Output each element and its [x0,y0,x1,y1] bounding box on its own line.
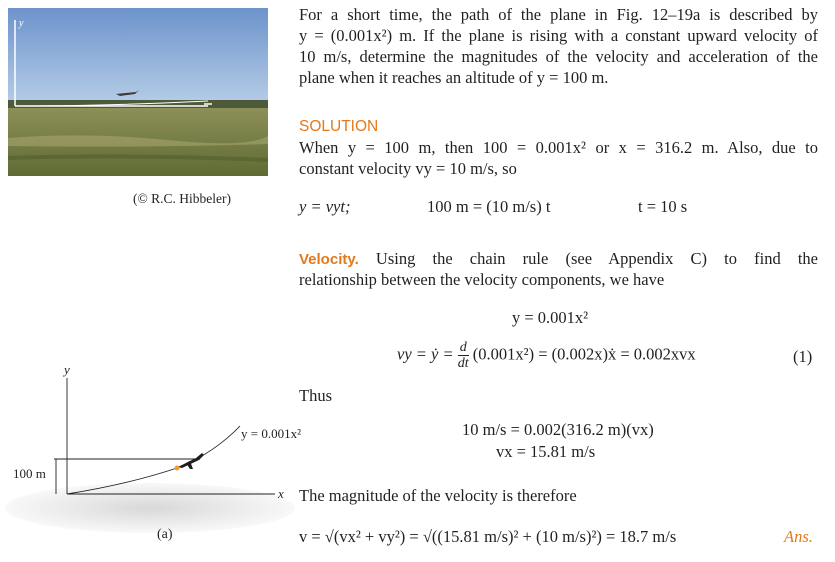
ground-shading [5,483,295,533]
solution-line-2: constant velocity vy = 10 m/s, so [299,159,517,178]
equation-vx: vx = 15.81 m/s [496,442,596,461]
plane-icon [175,453,205,471]
diagram-height-label: 100 m [13,466,46,481]
equation-t: t = 10 s [638,197,688,216]
solution-line-1: When y = 100 m, then 100 = 0.001x² or x = 316.2 m. Also, due to [299,138,818,157]
problem-line-1: For a short time, the path of the plane in Fig. 12–19a is described by [299,5,818,24]
diagram-y-label: y [64,362,70,377]
plane-takeoff-photo [8,8,268,176]
answer-label: Ans. [784,527,813,546]
diagram-curve-label: y = 0.001x² [241,426,301,441]
diagram-x-label: x [278,486,284,501]
equation-v-magnitude: v = √(vx² + vy²) = √((15.81 m/s)² + (10 m/s)²) = 18.7 m/s [299,527,677,546]
velocity-line-1-text: Using the chain rule (see Appendix C) to find the [375,249,819,268]
trajectory-diagram [0,360,300,562]
velocity-heading: Velocity. [299,251,359,268]
solution-heading: SOLUTION [299,118,379,135]
equation-vy-left: vy = ẏ = [397,344,454,364]
equation-number: (1) [793,347,813,366]
problem-line-4: plane when it reaches an altitude of y = 100 m. [299,68,609,87]
photo-svg [8,8,268,176]
derivative-fraction [458,340,469,371]
problem-line-2: y = (0.001x²) m. If the plane is rising with a constant upward velocity of [299,26,818,45]
problem-line-3: 10 m/s, determine the magnitudes of the velocity and acceleration of the [299,47,818,66]
fraction-numerator: d [459,340,467,355]
diagram-part-label: (a) [157,527,173,542]
photo-credit: (© R.C. Hibbeler) [133,191,231,206]
equation-y-vyt: y = vyt; [299,197,351,216]
equation-vy-chain-rule [397,340,696,371]
velocity-line-2: relationship between the velocity components, we have [299,270,665,289]
equation-y-curve: y = 0.001x² [512,308,589,327]
photo-y-axis-label: y [19,18,24,29]
thus-label: Thus [299,386,332,405]
magnitude-sentence: The magnitude of the velocity is therefore [299,486,577,505]
equation-100m: 100 m = (10 m/s) t [427,197,551,216]
fraction-denominator: dt [457,356,469,371]
equation-10ms: 10 m/s = 0.002(316.2 m)(vx) [462,420,654,439]
velocity-line-1 [299,248,818,271]
equation-vy-right: (0.001x²) = (0.002x)ẋ = 0.002xvx [472,344,696,364]
